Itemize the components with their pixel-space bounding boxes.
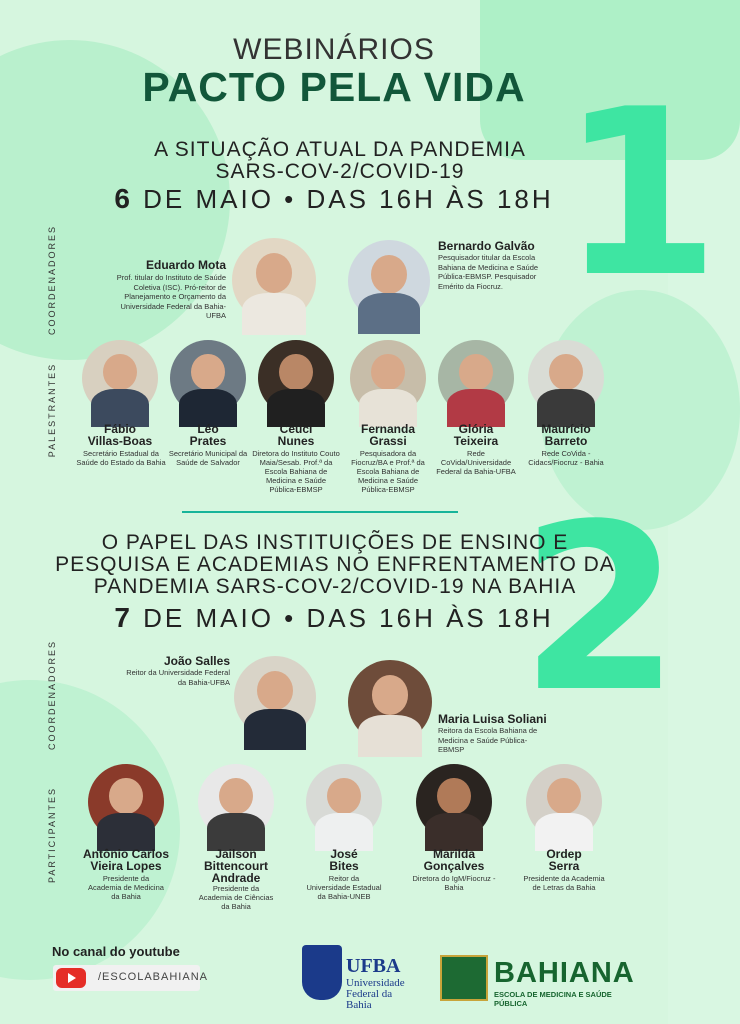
participant-name: Vieira Lopes: [90, 859, 162, 873]
speaker-name: Léo: [197, 422, 219, 436]
participant-photo: [526, 764, 602, 840]
speaker-photo: [170, 340, 246, 416]
speaker-role: Diretora do Instituto Couto Maia/Sesab. Prof.ª da Escola Bahiana de Medicina e Saúde Pública-EBMSP: [252, 449, 340, 494]
header-title-pacto: PACTO PELA VIDA: [142, 64, 526, 110]
section2-date-rest: DE MAIO • DAS 16H ÀS 18H: [143, 603, 554, 633]
coordinator-name: Maria Luisa Soliani: [438, 712, 547, 726]
coordinator-name: Eduardo Mota: [146, 258, 226, 272]
section1-date-rest: DE MAIO • DAS 16H ÀS 18H: [143, 184, 554, 214]
participant-photo: [306, 764, 382, 840]
participant-role: Reitor da Universidade Estadual da Bahia-UNEB: [306, 874, 382, 901]
speaker-photo: [258, 340, 334, 416]
coordinator-name: João Salles: [163, 654, 230, 668]
participant-role: Presidente da Academia de Letras da Bahia: [523, 874, 605, 892]
section-number-1: 1: [560, 61, 721, 328]
coordinator-photo: [234, 656, 316, 738]
ufba-logo-line3: Federal da Bahia: [346, 988, 393, 1011]
coordinator-role: Reitor da Universidade Federal da Bahia-UFBA: [126, 668, 230, 687]
participant-name: Jailson: [215, 847, 257, 861]
speaker-name: Maurício: [541, 422, 591, 436]
section1-title-line2: SARS-COV-2/COVID-19: [215, 160, 465, 183]
speaker-name: Prates: [189, 434, 227, 448]
speaker-role: Rede CoVida - Cidacs/Fiocruz - Bahia: [528, 449, 604, 467]
participant-name: Serra: [548, 859, 580, 873]
bahiana-logo: [440, 955, 635, 1008]
speaker-name: Grassi: [369, 434, 407, 448]
section-divider: [182, 511, 458, 513]
speaker-name: Glória: [458, 422, 494, 436]
participant-name: Ordep: [546, 847, 582, 861]
participant-photo: [198, 764, 274, 840]
youtube-icon: [56, 968, 86, 988]
coordinator-photo: [348, 240, 430, 322]
section1-date: [0, 183, 668, 215]
bahiana-logo-subtitle: ESCOLA DE MEDICINA E SAÚDE PÚBLICA: [494, 990, 612, 1008]
coordinator-photo: [348, 660, 432, 744]
participant-name: Antônio Carlos: [83, 847, 169, 861]
participant-role: Presidente da Academia de Medicina da Bahia: [88, 874, 164, 901]
speaker-role: Secretário Municipal da Saúde de Salvador: [168, 449, 248, 467]
header-title-webinarios: WEBINÁRIOS: [233, 33, 435, 66]
speaker-photo: [528, 340, 604, 416]
speaker-name: Ceuci: [279, 422, 313, 436]
coordinator-role: Reitora da Escola Bahiana de Medicina e Saúde Pública-EBMSP: [438, 726, 538, 754]
participant-name: José: [330, 847, 358, 861]
participant-name: Gonçalves: [423, 859, 485, 873]
participant-name: Bittencourt Andrade: [204, 859, 268, 885]
participant-role: Presidente da Academia de Ciências da Bahia: [198, 884, 274, 911]
speaker-role: Pesquisadora da Fiocruz/BA e Prof.ª da Escola Bahiana de Medicina e Saúde Pública-EBMSP: [351, 449, 425, 494]
section1-title-line1: A SITUAÇÃO ATUAL DA PANDEMIA: [154, 138, 526, 161]
bahiana-logo-title: BAHIANA: [494, 957, 635, 989]
ufba-logo: [302, 945, 420, 1011]
participant-photo: [88, 764, 164, 840]
youtube-channel-text: /ESCOLABAHIANA: [98, 971, 208, 983]
participant-name: Marilda: [432, 847, 475, 861]
section2-date-day: 7: [114, 602, 133, 633]
section2-title-line1: O PAPEL DAS INSTITUIÇÕES DE ENSINO E: [101, 531, 569, 554]
speaker-photo: [438, 340, 514, 416]
section1-coord-label: COORDENADORES: [47, 225, 57, 336]
section2-date: [0, 602, 668, 634]
coordinator-role: Pesquisador titular da Escola Bahiana de Medicina e Saúde Pública-EBMSP. Pesquisador Emérito da Fiocruz.: [438, 253, 539, 291]
section2-title-line3: PANDEMIA SARS-COV-2/COVID-19 NA BAHIA: [93, 575, 577, 598]
section1-speakers-label: PALESTRANTES: [47, 362, 57, 458]
speaker-name: Teixeira: [453, 434, 499, 448]
ufba-crest-icon: [302, 945, 342, 1000]
speaker-photo: [82, 340, 158, 416]
bahiana-logo-text: [494, 957, 635, 1008]
section-number-2: 2: [520, 476, 681, 743]
section1-date-day: 6: [114, 183, 133, 214]
youtube-label: No canal do youtube: [52, 944, 180, 959]
speaker-name: Fábio: [104, 422, 136, 436]
speaker-name: Fernanda: [360, 422, 415, 436]
speaker-name: Nunes: [277, 434, 315, 448]
ufba-logo-line2: Universidade: [346, 977, 405, 989]
ufba-logo-text: [346, 955, 420, 1011]
speaker-role: Secretário Estadual da Saúde do Estado da Bahia: [76, 449, 166, 467]
bahiana-crest-icon: [440, 955, 488, 1001]
coordinator-photo: [232, 238, 316, 322]
participant-role: Diretora do IgM/Fiocruz - Bahia: [412, 874, 496, 892]
speaker-role: Rede CoVida/Universidade Federal da Bahia-UFBA: [436, 449, 516, 476]
section2-participants-label: PARTICIPANTES: [47, 787, 57, 884]
section2-title-line2: PESQUISA E ACADEMIAS NO ENFRENTAMENTO DA: [55, 553, 615, 576]
speaker-name: Villas-Boas: [87, 434, 153, 448]
participant-photo: [416, 764, 492, 840]
ufba-logo-title: UFBA: [346, 955, 401, 977]
youtube-channel-link[interactable]: [53, 965, 208, 991]
section2-coord-label: COORDENADORES: [47, 640, 57, 751]
coordinator-role: Prof. titular do Instituto de Saúde Coletiva (ISC). Pró-reitor de Planejamento e Orçamento da Universidade Federal da Bahia-UFBA: [116, 273, 226, 320]
participant-name: Bites: [329, 859, 359, 873]
coordinator-name: Bernardo Galvão: [438, 239, 535, 253]
speaker-photo: [350, 340, 426, 416]
speaker-name: Barreto: [544, 434, 588, 448]
